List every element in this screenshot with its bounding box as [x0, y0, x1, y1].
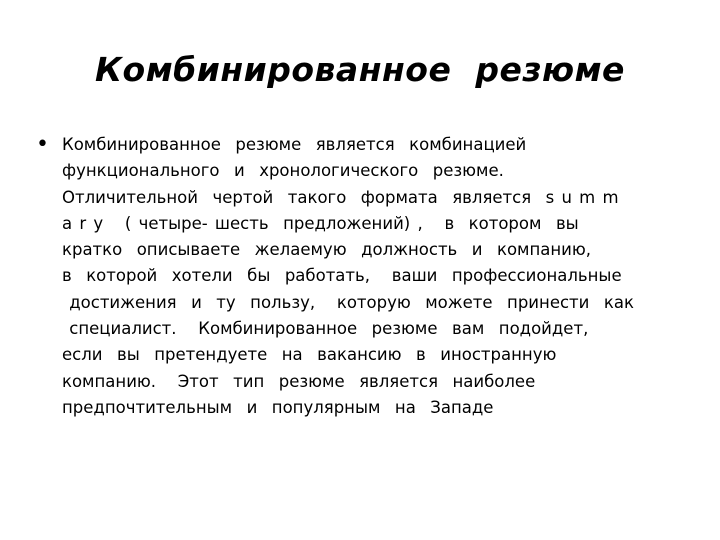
bullet-line: a r y ( четыре- шесть предложений) , в котором вы — [62, 213, 579, 233]
bullet-line: Отличительной чертой такого формата является s u m m — [62, 187, 619, 207]
bullet-line: предпочтительным и популярным на Западе — [62, 397, 494, 417]
bullet-line: компанию. Этот тип резюме является наиболее — [62, 371, 536, 391]
bullet-line: достижения и ту пользу, которую можете принести как — [62, 292, 634, 312]
bullet-line: кратко описываете желаемую должность и компанию, — [62, 240, 592, 260]
bullet-dot-icon: • — [36, 132, 49, 157]
bullet-line: функционального и хронологического резюме. — [62, 161, 504, 181]
bullet-line: в которой хотели бы работать, ваши профессиональные — [62, 266, 622, 286]
bullet-line: Комбинированное резюме является комбинацией — [62, 135, 527, 154]
slide-title: Комбинированное резюме — [95, 50, 625, 89]
bullet-line: если вы претендуете на вакансию в иностранную — [62, 345, 557, 365]
bullet-text — [62, 132, 702, 421]
bullet-line: специалист. Комбинированное резюме вам подойдет, — [62, 319, 589, 339]
